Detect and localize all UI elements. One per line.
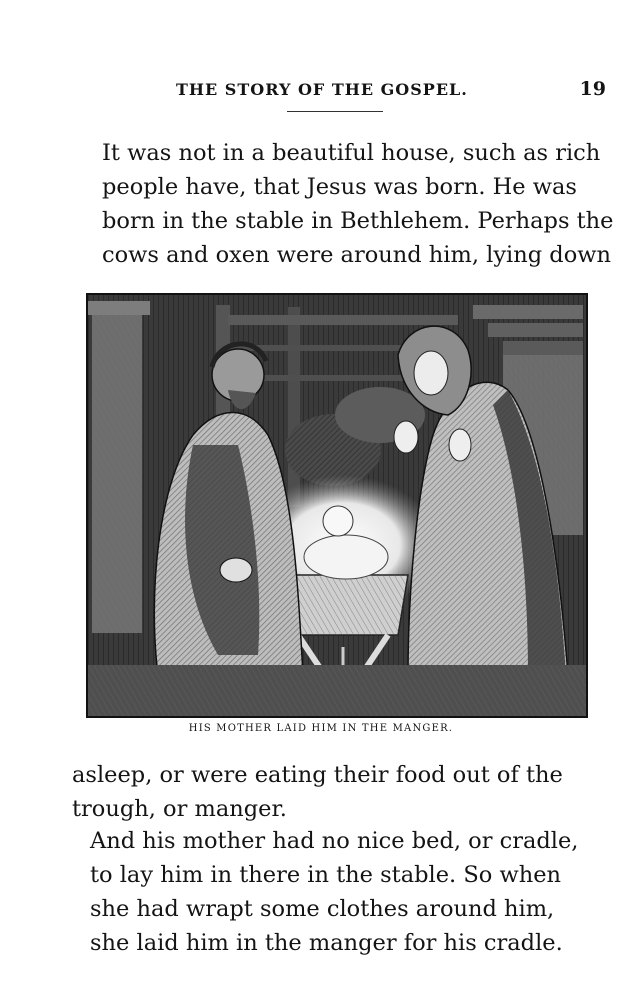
running-title: THE STORY OF THE GOSPEL. [176,80,468,99]
paragraph-3 [72,824,608,960]
mary-face [414,351,448,395]
paragraph-1 [72,136,614,272]
text-line: she had wrapt some clothes around him, [90,896,555,922]
mary-hand [449,429,471,461]
text-line: It was not in a beautiful house, such as rich [102,140,601,166]
header-rule [287,111,383,112]
joseph-hands [220,558,252,582]
infant-jesus [304,535,388,579]
running-head [176,80,606,106]
roof-beam [228,315,458,325]
paragraph-2 [72,758,608,826]
illustration-caption: HIS MOTHER LAID HIM IN THE MANGER. [188,723,454,734]
wooden-post [288,307,300,507]
text-line: born in the stable in Bethlehem. Perhaps the [102,208,614,234]
text-line: cows and oxen were around him, lying down [102,242,611,268]
text-line: And his mother had no nice bed, or cradle, [90,828,579,854]
nativity-engraving [86,293,588,718]
text-line: asleep, or were eating their food out of the [72,762,563,788]
text-line: to lay him in there in the stable. So when [90,862,562,888]
stone-steps [473,305,583,319]
text-line: trough, or manger. [72,796,287,822]
infant-head [323,506,353,536]
text-line: people have, that Jesus was born. He was [102,174,577,200]
page-number: 19 [579,78,606,100]
mary-hand [394,421,418,453]
nativity-scene-drawing [88,295,586,716]
text-line: she laid him in the manger for his cradle. [90,930,563,956]
